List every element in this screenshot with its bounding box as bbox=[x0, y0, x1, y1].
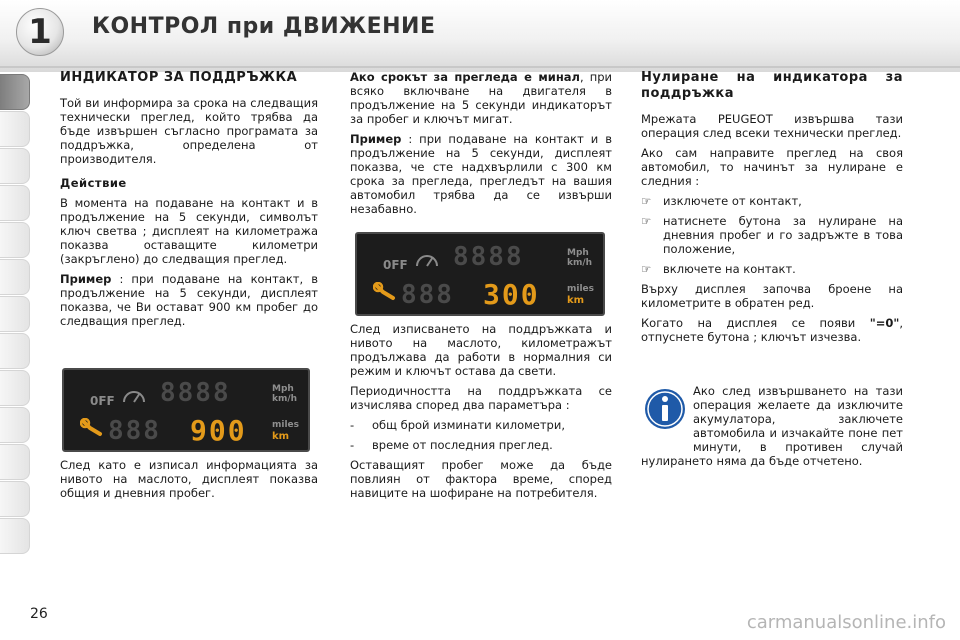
paragraph-example bbox=[60, 272, 318, 328]
odometer-dim-digits: 888 bbox=[108, 416, 161, 446]
maintenance-km-value: 900 bbox=[190, 414, 247, 447]
paragraph-countdown: Върху дисплея започва броене на километрите в обратен ред. bbox=[641, 282, 903, 310]
speed-units: Mph km/h bbox=[272, 384, 298, 404]
header-divider bbox=[0, 66, 960, 68]
gauge-icon bbox=[415, 248, 439, 268]
maintenance-km-value: 300 bbox=[483, 278, 540, 311]
unit-km: km bbox=[272, 431, 290, 442]
chapter-tab-4[interactable] bbox=[0, 185, 30, 221]
unit-km: km bbox=[567, 295, 585, 306]
example-text: : при подаване на контакт, в продължение на 5 секунди, дисплеят показва, че Ви остават 900 км пробег до следващия преглед. bbox=[60, 272, 318, 328]
chapter-tab-5[interactable] bbox=[0, 222, 30, 258]
section-title-maintenance: ИНДИКАТОР ЗА ПОДДРЪЖКА bbox=[60, 70, 298, 85]
param-item-2 bbox=[350, 438, 612, 452]
hand-pointer-icon: ☞ bbox=[641, 214, 652, 228]
odometer-dim-digits: 888 bbox=[401, 280, 454, 310]
paragraph-overdue bbox=[350, 70, 612, 126]
wrench-icon bbox=[80, 418, 106, 438]
speed-units: Mph km/h bbox=[567, 248, 593, 268]
info-note bbox=[641, 384, 903, 468]
chapter-number-badge: 1 bbox=[16, 8, 64, 56]
off-indicator: 0FF bbox=[383, 258, 408, 272]
param-text: общ брой изминати километри, bbox=[372, 418, 565, 432]
info-text: Ако след извършването на тази операция желаете да изключите акумулатора, заключете автомобила и изчакайте поне пет минути, в противен случай нулирането няма да бъде отчетено. bbox=[641, 384, 903, 468]
unit-miles: miles bbox=[567, 284, 595, 294]
zero-value: "=0" bbox=[869, 316, 900, 330]
step-text: натиснете бутона за нулиране на дневния пробег и го задръжте в това положение, bbox=[663, 214, 903, 256]
chapter-tab-1[interactable] bbox=[0, 74, 30, 110]
step-item-3 bbox=[641, 262, 903, 276]
subsection-title-action: Действие bbox=[60, 176, 127, 190]
param-text: време от последния преглед. bbox=[372, 438, 553, 452]
section-title-reset: Нулиране на индикатора за поддръжка bbox=[641, 70, 903, 101]
paragraph-periodicity: Периодичността на поддръжката се изчислява според два параметъра : bbox=[350, 384, 612, 412]
chapter-tab-12[interactable] bbox=[0, 481, 30, 517]
paragraph-remaining: Оставащият пробег може да бъде повлиян от фактора време, според навиците на шофиране на потребителя. bbox=[350, 458, 612, 500]
odometer-display-300 bbox=[355, 232, 605, 316]
step-item-1 bbox=[641, 194, 903, 208]
info-float-spacer bbox=[641, 384, 693, 442]
example-label-2: Пример bbox=[350, 132, 402, 146]
trip-digits: 8888 bbox=[160, 378, 231, 408]
paragraph-after-display: След като е изписал информацията за нивото на маслото, дисплеят показва общия и дневния пробег. bbox=[60, 458, 318, 500]
paragraph-action: В момента на подаване на контакт и в продължение на 5 секунди, символът ключ светва ; дисплеят на километража показва оставащите километри (закръглено) до следващия преглед. bbox=[60, 196, 318, 266]
hand-pointer-icon: ☞ bbox=[641, 262, 652, 276]
chapter-tab-13[interactable] bbox=[0, 518, 30, 554]
param-item-1 bbox=[350, 418, 612, 432]
off-indicator: 0FF bbox=[90, 394, 115, 408]
column-reset bbox=[641, 70, 903, 350]
page-number: 26 bbox=[30, 606, 48, 622]
chapter-tabs bbox=[0, 74, 34, 555]
trip-digits: 8888 bbox=[453, 242, 524, 272]
chapter-tab-10[interactable] bbox=[0, 407, 30, 443]
example-label: Пример bbox=[60, 272, 112, 286]
watermark: carmanualsonline.info bbox=[746, 612, 946, 633]
step-text: включете на контакт. bbox=[663, 262, 796, 276]
example-text-2: : при подаване на контакт и в продължение на 5 секунди, дисплеят показва, че сте надхвърлили с 300 км срока за прегледа, прегледът на вашия автомобил трябва да се извърши незабавно. bbox=[350, 132, 612, 216]
gauge-icon bbox=[122, 384, 146, 404]
chapter-tab-8[interactable] bbox=[0, 333, 30, 369]
odometer-display-900 bbox=[62, 368, 310, 452]
dash-mark: - bbox=[350, 438, 355, 452]
hand-pointer-icon: ☞ bbox=[641, 194, 652, 208]
overdue-label: Ако срокът за прегледа е минал bbox=[350, 70, 580, 84]
dash-mark: - bbox=[350, 418, 355, 432]
paragraph-network: Мрежата PEUGEOT извършва тази операция след всеки технически преглед. bbox=[641, 112, 903, 140]
zero-prefix: Когато на дисплея се появи bbox=[641, 316, 870, 330]
paragraph-intro: Той ви информира за срока на следващия технически преглед, който трябва да бъде извършен съгласно програмата за поддръжка, определена от производителя. bbox=[60, 96, 318, 166]
zero-suffix: , отпуснете бутона ; ключът изчезва. bbox=[641, 316, 903, 344]
paragraph-after-overdue: След изписването на поддръжката и нивото на маслото, километражът продължава да работи в нормалния си режим и ключът остава да свети. bbox=[350, 322, 612, 378]
wrench-icon bbox=[373, 282, 399, 302]
paragraph-self: Ако сам направите преглед на своя автомобил, то начинът за нулиране е следния : bbox=[641, 146, 903, 188]
column2-lower bbox=[350, 322, 612, 506]
chapter-title: КОНТРОЛ при ДВИЖЕНИЕ bbox=[92, 14, 436, 39]
chapter-tab-3[interactable] bbox=[0, 148, 30, 184]
chapter-tab-7[interactable] bbox=[0, 296, 30, 332]
chapter-tab-2[interactable] bbox=[0, 111, 30, 147]
paragraph-example-overdue bbox=[350, 132, 612, 216]
chapter-tab-11[interactable] bbox=[0, 444, 30, 480]
paragraph-zero bbox=[641, 316, 903, 344]
chapter-tab-9[interactable] bbox=[0, 370, 30, 406]
unit-miles: miles bbox=[272, 420, 300, 430]
overdue-text: , при всяко включване на двигателя в продължение на 5 секунди индикаторът за пробег и ключът мигат. bbox=[350, 70, 612, 126]
step-text: изключете от контакт, bbox=[663, 194, 802, 208]
page-header bbox=[0, 0, 960, 72]
step-item-2 bbox=[641, 214, 903, 256]
chapter-tab-6[interactable] bbox=[0, 259, 30, 295]
